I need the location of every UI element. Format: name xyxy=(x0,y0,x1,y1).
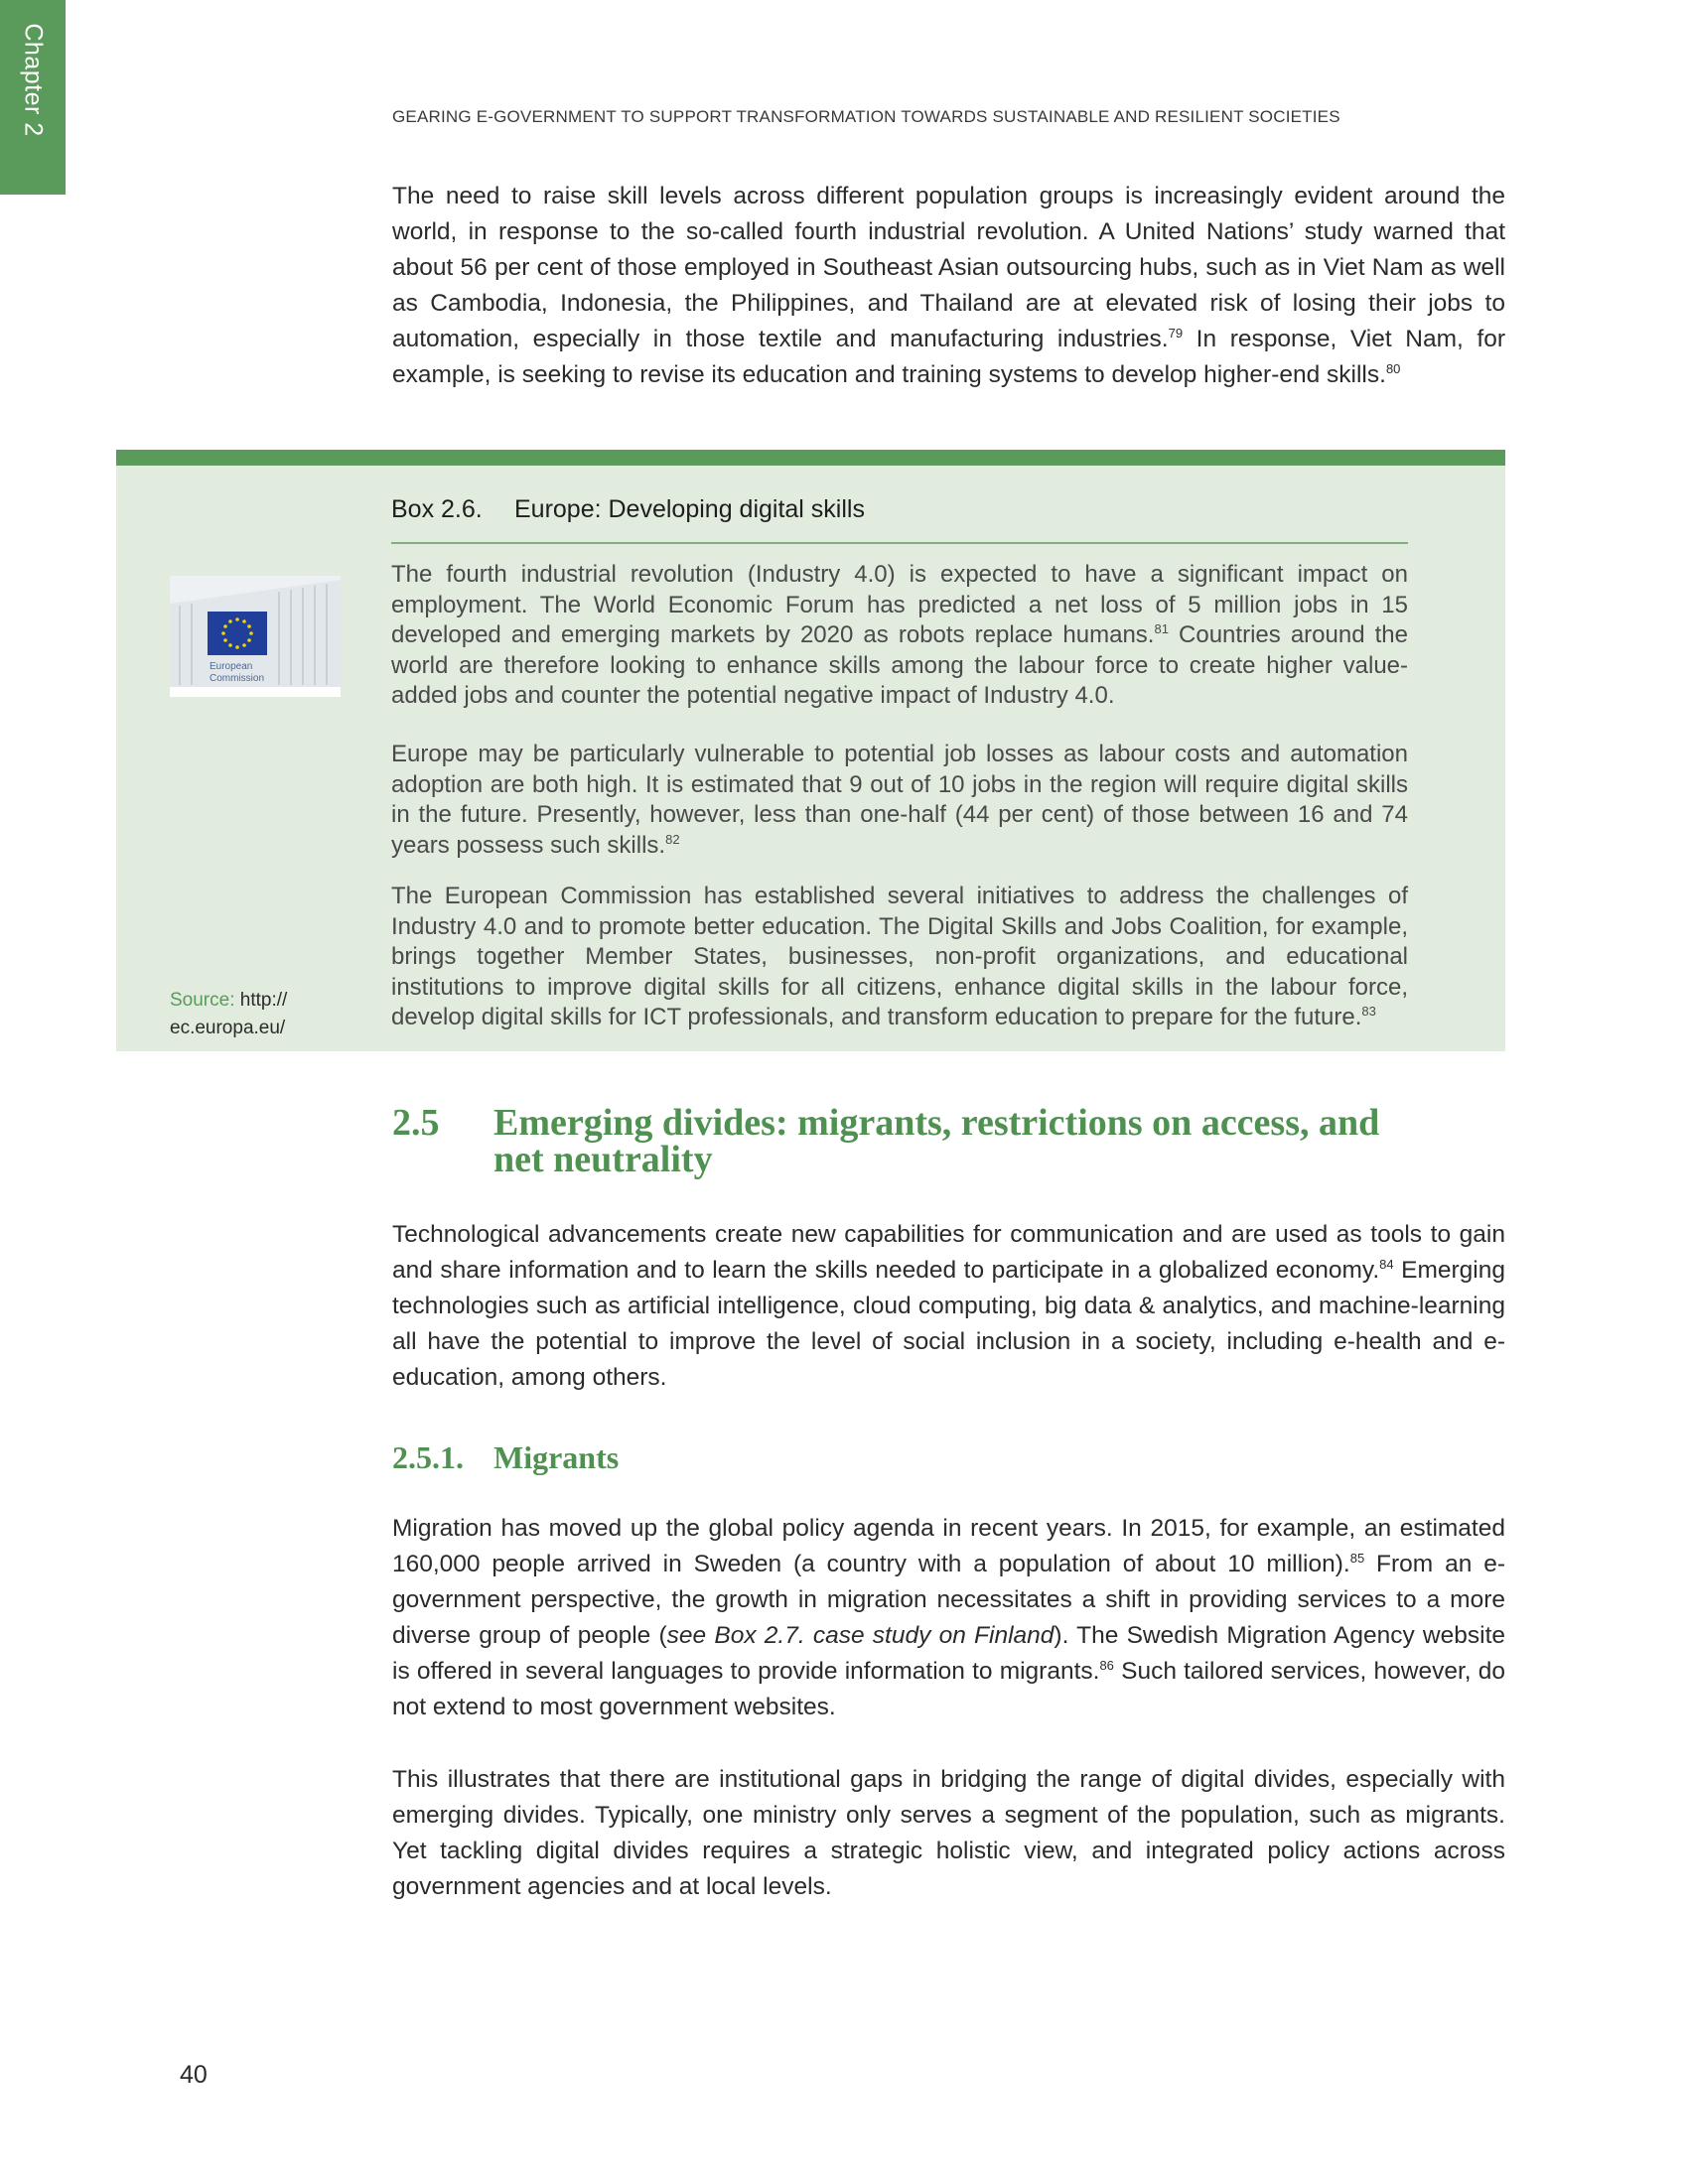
box-2-6 xyxy=(116,450,1505,1051)
box-source xyxy=(170,987,287,1042)
box-paragraph-2: Europe may be particularly vulnerable to potential job losses as labour costs and automation adoption are both high. It is estimated that 9 out of 10 jobs in the region will require digital skills in the future. Presently, however, less than one-half (44 per cent) of those between 16 and 74 years possess such skills.$^{82}$ xyxy=(391,741,1408,859)
chapter-tab xyxy=(0,0,66,195)
box-paragraph-3: The European Commission has established several initiatives to address the challenges of Industry 4.0 and to promote better education. The Digital Skills and Jobs Coalition, for example, brings together Member States, businesses, non-profit organizations, and educational institutions to improve digital skills for all citizens, enhance digital skills in the labour force, develop digital skills for ICT professionals, and transform education to prepare for the future.$^{83}$ xyxy=(391,883,1408,1030)
box-paragraph-1: The fourth industrial revolution (Industry 4.0) is expected to have a significant impact on employment. The World Economic Forum has predicted a net loss of 5 million jobs in 15 developed and emerging markets by 2020 as robots replace humans.$^{81}$ Countries around the world are therefore looking to enhance skills among the labour force to create higher value-added jobs and counter the potential negative impact of Industry 4.0. xyxy=(391,561,1409,709)
european-commission-logo xyxy=(170,576,341,697)
subsection-heading xyxy=(392,1439,619,1476)
footnote-ref: 79 xyxy=(1168,325,1184,341)
box-number: Box 2.6. xyxy=(391,495,483,523)
intro-paragraph: The need to raise skill levels across different population groups is increasingly evident around the world, in response to the so-called fourth industrial revolution. A United Nations’ study warned that about 56 per cent of those employed in Southeast Asian outsourcing hubs, such as in Viet Nam as well as Cambodia, Indonesia, the Philippines, and Thailand are at elevated risk of losing their jobs to automation, especially in those textile and manufacturing industries.$^{79}$ In response, Viet Nam, for example, is seeking to revise its education and training systems to develop higher-end skills.$^{80}$ xyxy=(392,183,1505,388)
subsection-number: 2.5.1. xyxy=(392,1439,464,1475)
footnote-ref: 84 xyxy=(1379,1256,1394,1272)
footnote-ref: 81 xyxy=(1154,621,1169,636)
footnote-ref: 80 xyxy=(1385,360,1401,376)
subsection-title: Migrants xyxy=(493,1439,620,1475)
section-paragraph: Technological advancements create new capabilities for communication and are used as tools to gain and share information and to learn the skills needed to participate in a globalized economy.$^{84}$ Emerging technologies such as artificial intelligence, cloud computing, big data & analytics, and machine-learning all have the potential to improve the level of social inclusion in a society, including e-health and e-education, among others. xyxy=(392,1221,1505,1391)
footnote-ref: 83 xyxy=(1361,1004,1376,1019)
box-title: Europe: Developing digital skills xyxy=(514,495,865,523)
running-head: GEARING E-GOVERNMENT TO SUPPORT TRANSFORMATION TOWARDS SUSTAINABLE AND RESILIENT SOCIETIES xyxy=(392,107,1340,126)
source-url-continued[interactable]: ec.europa.eu/ xyxy=(170,1018,286,1038)
box-heading xyxy=(391,495,1408,544)
source-url[interactable]: http:// xyxy=(239,990,288,1011)
footnote-ref: 86 xyxy=(1099,1657,1114,1673)
logo-caption: European Commission xyxy=(210,661,265,684)
page-number: 40 xyxy=(180,2061,208,2089)
footnote-ref: 82 xyxy=(665,831,680,847)
section-number: 2.5 xyxy=(392,1102,440,1144)
migrants-paragraph-1: Migration has moved up the global policy agenda in recent years. In 2015, for example, an estimated 160,000 people arrived in Sweden (a country with a population of about 10 million).$^{85}$ From an e-government perspective, the growth in migration necessitates a shift in providing services to a more diverse group of people (see Box 2.7. case study on Finland). The Swedish Migration Agency website is offered in several languages to provide information to migrants.$^{86}$ Such tailored services, however, do not extend to most government websites. xyxy=(392,1515,1505,1720)
cross-reference: see Box 2.7. case study on Finland xyxy=(666,1622,1055,1649)
section-title: Emerging divides: migrants, restrictions on access, and net neutrality xyxy=(493,1102,1380,1180)
chapter-tab-label: Chapter 2 xyxy=(19,23,48,137)
migrants-paragraph-2: This illustrates that there are institutional gaps in bridging the range of digital divides, especially with emerging divides. Typically, one ministry only serves a segment of the population, such as migrants. Yet tackling digital divides requires a strategic holistic view, and integrated policy actions across government agencies and at local levels. xyxy=(392,1766,1505,1900)
source-label: Source: xyxy=(170,990,235,1011)
footnote-ref: 85 xyxy=(1349,1550,1365,1566)
